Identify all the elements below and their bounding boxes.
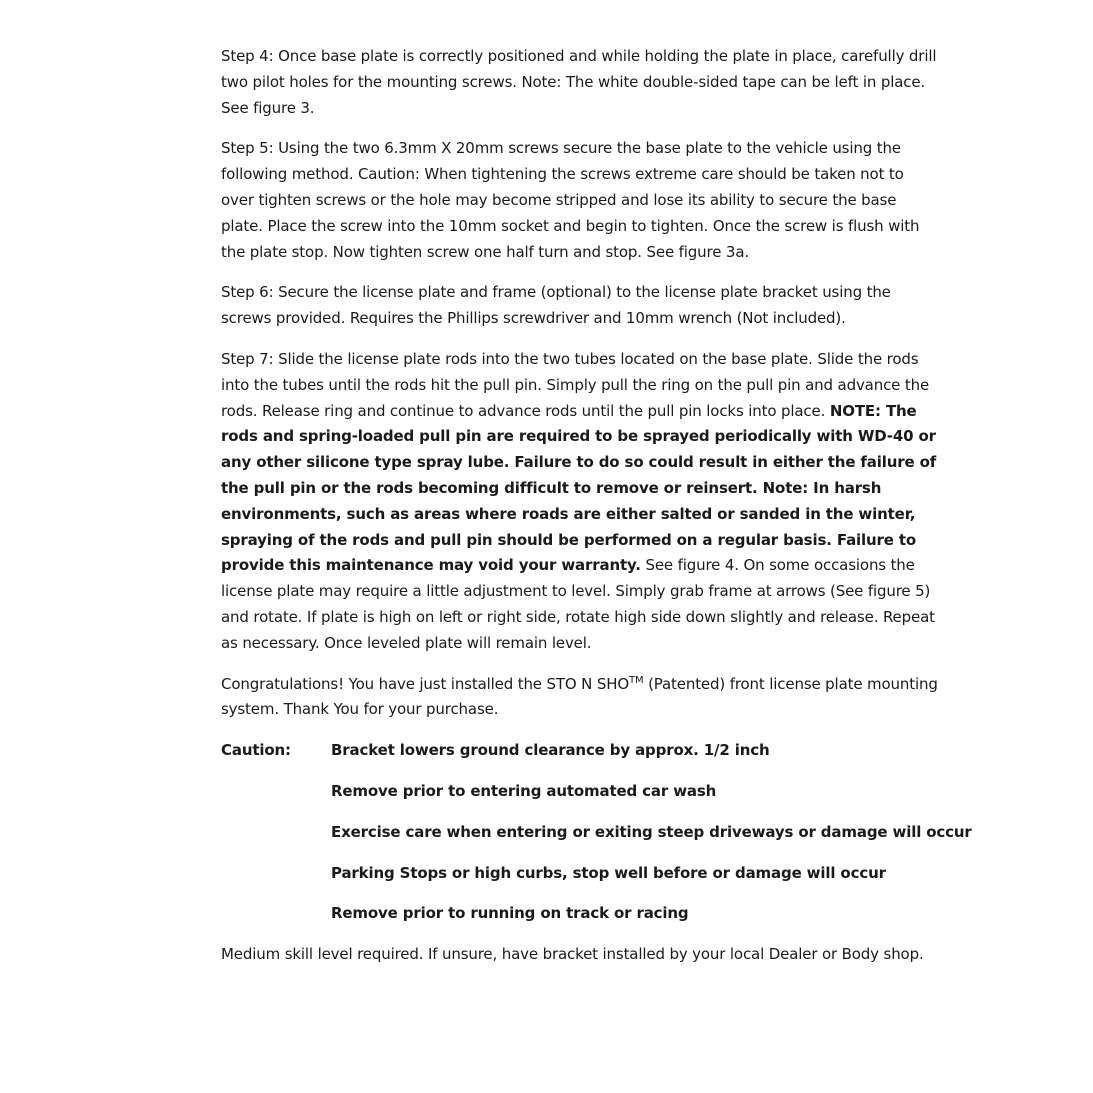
trademark-superscript: TM	[629, 674, 644, 686]
step-6-paragraph: Step 6: Secure the license plate and frame (optional) to the license plate bracket using the screws provided. Requires the Phillips screwdriver and 10mm wrench (Not included).	[221, 283, 891, 328]
step-7-maintenance-note: NOTE: The rods and spring-loaded pull pin are required to be sprayed periodically with WD-40 or any other silicone type spray lube. Failure to do so could result in either the failure of the pull pin or the rods becoming difficult to remove or reinsert. Note: In harsh environments, such as areas where roads are either salted or sanded in the winter, spraying of the rods and pull pin should be performed on a regular basis. Failure to provide this maintenance may void your warranty.	[221, 401, 937, 575]
congratulations-paragraph	[221, 672, 941, 724]
step-7-paragraph	[221, 347, 941, 657]
caution-item	[221, 779, 941, 805]
caution-item	[221, 820, 972, 846]
congrats-after: (Patented) front license plate mounting system. Thank You for your purchase.	[221, 674, 938, 719]
congrats-before: Congratulations! You have just installed the STO N SHO	[221, 674, 630, 693]
caution-item	[221, 861, 941, 887]
caution-item-text: Remove prior to running on track or racing	[331, 904, 689, 923]
caution-item-text: Remove prior to entering automated car wash	[331, 781, 717, 800]
step-4-paragraph: Step 4: Once base plate is correctly positioned and while holding the plate in place, carefully drill two pilot holes for the mounting screws. Note: The white double-sided tape can be left in place. See figure 3.	[221, 47, 937, 117]
caution-item-text: Parking Stops or high curbs, stop well before or damage will occur	[331, 863, 886, 882]
skill-level-note: Medium skill level required. If unsure, have bracket installed by your local Dealer or Body shop.	[221, 945, 924, 964]
document-page	[221, 44, 972, 983]
step-5-paragraph: Step 5: Using the two 6.3mm X 20mm screws secure the base plate to the vehicle using the following method. Caution: When tightening the screws extreme care should be taken not to over tighten screws or the hole may become stripped and lose its ability to secure the base plate. Place the screw into the 10mm socket and begin to tighten. Once the screw is flush with the plate stop. Now tighten screw one half turn and stop. See figure 3a.	[221, 139, 920, 261]
caution-item-text: Bracket lowers ground clearance by approx. 1/2 inch	[331, 741, 770, 760]
caution-item	[221, 901, 941, 927]
step-7-intro: Step 7: Slide the license plate rods into the two tubes located on the base plate. Slide the rods into the tubes until the rods hit the pull pin. Simply pull the ring on the pull pin and advance the rods. Release ring and continue to advance rods until the pull pin locks into place.	[221, 349, 930, 420]
step-7-outro: See figure 4. On some occasions the license plate may require a little adjustment to level. Simply grab frame at arrows (See figure 5) and rotate. If plate is high on left or right side, rotate high side down slightly and release. Repeat as necessary. Once leveled plate will remain level.	[221, 556, 935, 652]
caution-item-text: Exercise care when entering or exiting steep driveways or damage will occur	[331, 822, 972, 841]
caution-label: Caution:	[221, 741, 291, 760]
caution-item	[221, 738, 941, 764]
